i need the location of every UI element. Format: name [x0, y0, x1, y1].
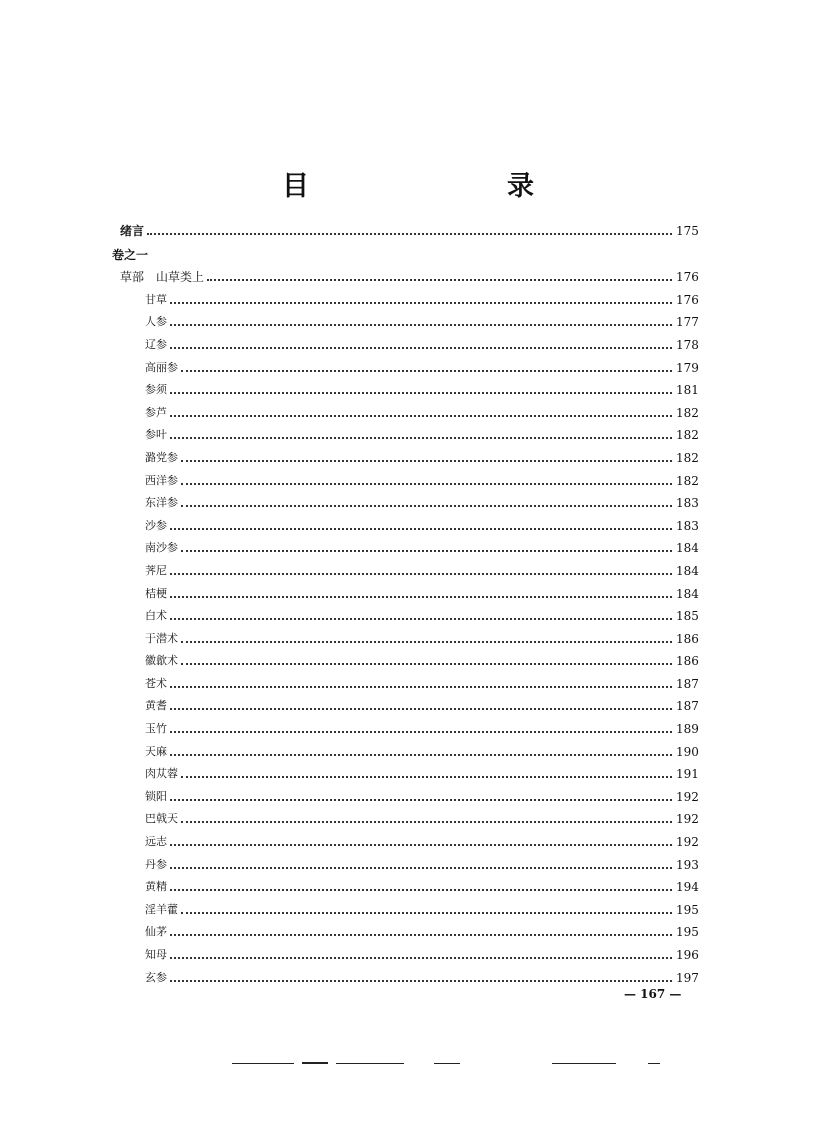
toc-entry-label: 高丽参 [145, 360, 178, 374]
toc-entry-label: 肉苁蓉 [145, 767, 178, 781]
toc-entry [112, 781, 698, 804]
scan-artifact [302, 1062, 328, 1064]
toc-entry [112, 442, 698, 465]
toc-entry [112, 917, 698, 940]
toc-entry [112, 601, 698, 624]
table-of-contents [112, 215, 698, 985]
toc-entry-page: 187 [676, 676, 699, 691]
toc-entry-page: 182 [676, 450, 699, 465]
toc-entry-page: 179 [676, 360, 699, 375]
toc-entry-label: 沙参 [145, 518, 167, 532]
dot-leader [181, 483, 672, 485]
scan-artifact [552, 1063, 616, 1064]
toc-entry-page: 183 [676, 496, 699, 511]
toc-entry-label: 卷之一 [112, 247, 149, 262]
toc-entry-label: 参芦 [145, 405, 167, 419]
toc-entry-label: 玄参 [145, 970, 167, 984]
toc-entry-page: 195 [676, 902, 699, 917]
dot-leader [170, 618, 672, 620]
toc-entry [112, 352, 698, 375]
toc-entry [112, 578, 698, 601]
toc-entry-label: 苍术 [145, 676, 167, 690]
toc-entry-label: 巴戟天 [145, 812, 178, 826]
toc-entry-label: 于潜术 [145, 631, 178, 645]
toc-entry-page: 191 [676, 767, 699, 782]
dot-leader [170, 708, 672, 710]
toc-entry [112, 238, 698, 262]
toc-entry [112, 510, 698, 533]
dot-leader [170, 686, 672, 688]
dot-leader [147, 233, 672, 235]
toc-entry [112, 623, 698, 646]
toc-entry [112, 826, 698, 849]
dot-leader [170, 324, 672, 326]
toc-entry-page: 193 [676, 857, 699, 872]
toc-entry [112, 533, 698, 556]
dot-leader [181, 505, 672, 507]
toc-entry [112, 668, 698, 691]
dot-leader [181, 550, 672, 552]
dot-leader [170, 889, 672, 891]
dot-leader [170, 754, 672, 756]
toc-entry-page: 178 [676, 337, 699, 352]
toc-entry [112, 691, 698, 714]
toc-entry-label: 草部 山草类上 [120, 270, 205, 285]
page-title: 目 录 [282, 171, 582, 202]
toc-entry [112, 939, 698, 962]
toc-entry-page: 184 [676, 586, 699, 601]
scan-artifact [648, 1063, 660, 1064]
dot-leader [181, 460, 672, 462]
toc-entry-label: 淫羊藿 [145, 902, 178, 916]
toc-entry-page: 189 [676, 722, 699, 737]
toc-entry-page: 184 [676, 541, 699, 556]
toc-entry-page: 192 [676, 789, 699, 804]
toc-entry-page: 183 [676, 518, 699, 533]
toc-entry-page: 181 [676, 383, 699, 398]
toc-entry [112, 759, 698, 782]
toc-entry [112, 420, 698, 443]
dot-leader [170, 799, 672, 801]
dot-leader [170, 980, 672, 982]
toc-entry-page: 194 [676, 880, 699, 895]
toc-entry-label: 绪言 [120, 223, 145, 238]
dot-leader [181, 821, 672, 823]
dot-leader [170, 596, 672, 598]
toc-entry-label: 桔梗 [145, 586, 167, 600]
dot-leader [170, 347, 672, 349]
toc-entry [112, 284, 698, 307]
toc-entry-label: 参叶 [145, 428, 167, 442]
toc-entry [112, 713, 698, 736]
toc-entry-label: 徽歙术 [145, 654, 178, 668]
toc-entry-label: 荠尼 [145, 563, 167, 577]
toc-entry-label: 白术 [145, 609, 167, 623]
toc-entry-page: 176 [676, 270, 699, 285]
toc-entry [112, 962, 698, 985]
toc-entry-page: 192 [676, 812, 699, 827]
toc-entry [112, 646, 698, 669]
dot-leader [207, 279, 672, 281]
toc-entry-page: 177 [676, 315, 699, 330]
toc-entry [112, 804, 698, 827]
toc-entry-label: 南沙参 [145, 541, 178, 555]
dot-leader [170, 528, 672, 530]
dot-leader [170, 934, 672, 936]
page-number: — 167 — [624, 987, 682, 1001]
toc-entry-label: 甘草 [145, 292, 167, 306]
toc-entry [112, 329, 698, 352]
toc-entry-label: 东洋参 [145, 496, 178, 510]
toc-entry-label: 黄耆 [145, 699, 167, 713]
dot-leader [181, 776, 672, 778]
toc-entry [112, 488, 698, 511]
toc-entry-page: 190 [676, 744, 699, 759]
toc-entry [112, 872, 698, 895]
toc-entry [112, 307, 698, 330]
scan-artifact [336, 1063, 404, 1064]
toc-entry-page: 182 [676, 473, 699, 488]
dot-leader [181, 641, 672, 643]
dot-leader [170, 731, 672, 733]
toc-entry [112, 736, 698, 759]
toc-entry-label: 知母 [145, 948, 167, 961]
toc-entry [112, 894, 698, 917]
toc-entry-page: 195 [676, 925, 699, 940]
dot-leader [181, 663, 672, 665]
toc-entry [112, 849, 698, 872]
toc-entry-page: 192 [676, 835, 699, 850]
dot-leader [170, 844, 672, 846]
dot-leader [170, 415, 672, 417]
toc-entry-label: 潞党参 [145, 450, 178, 464]
toc-entry-page: 197 [676, 970, 699, 985]
toc-entry-label: 仙茅 [145, 925, 167, 939]
toc-entry-page: 182 [676, 405, 699, 420]
toc-entry [112, 375, 698, 398]
toc-entry-page: 196 [676, 948, 699, 962]
toc-entry-label: 玉竹 [145, 722, 167, 736]
dot-leader [170, 957, 672, 959]
toc-entry-page: 187 [676, 699, 699, 714]
dot-leader [170, 302, 672, 304]
toc-entry [112, 215, 698, 238]
dot-leader [181, 912, 672, 914]
toc-entry-label: 远志 [145, 835, 167, 849]
toc-entry-page: 184 [676, 563, 699, 578]
toc-entry [112, 555, 698, 578]
toc-entry-label: 参须 [145, 383, 167, 397]
toc-entry-label: 黄精 [145, 880, 167, 894]
toc-entry-label: 西洋参 [145, 473, 178, 487]
toc-entry-label: 丹参 [145, 857, 167, 871]
toc-entry-label: 辽参 [145, 337, 167, 351]
toc-entry [112, 262, 698, 285]
scan-artifact [232, 1063, 294, 1064]
toc-entry-page: 182 [676, 428, 699, 443]
toc-entry-label: 锁阳 [145, 789, 167, 803]
dot-leader [170, 573, 672, 575]
toc-entry-label: 人参 [145, 315, 167, 329]
toc-entry-page: 175 [676, 223, 699, 238]
scan-artifact [434, 1063, 460, 1064]
toc-entry-label: 天麻 [145, 744, 167, 758]
dot-leader [170, 437, 672, 439]
dot-leader [181, 370, 672, 372]
toc-entry-page: 185 [676, 609, 699, 624]
toc-entry-page: 176 [676, 292, 699, 307]
dot-leader [170, 392, 672, 394]
toc-entry [112, 397, 698, 420]
toc-entry-page: 186 [676, 654, 699, 669]
dot-leader [170, 867, 672, 869]
toc-entry-page: 186 [676, 631, 699, 646]
toc-entry [112, 465, 698, 488]
